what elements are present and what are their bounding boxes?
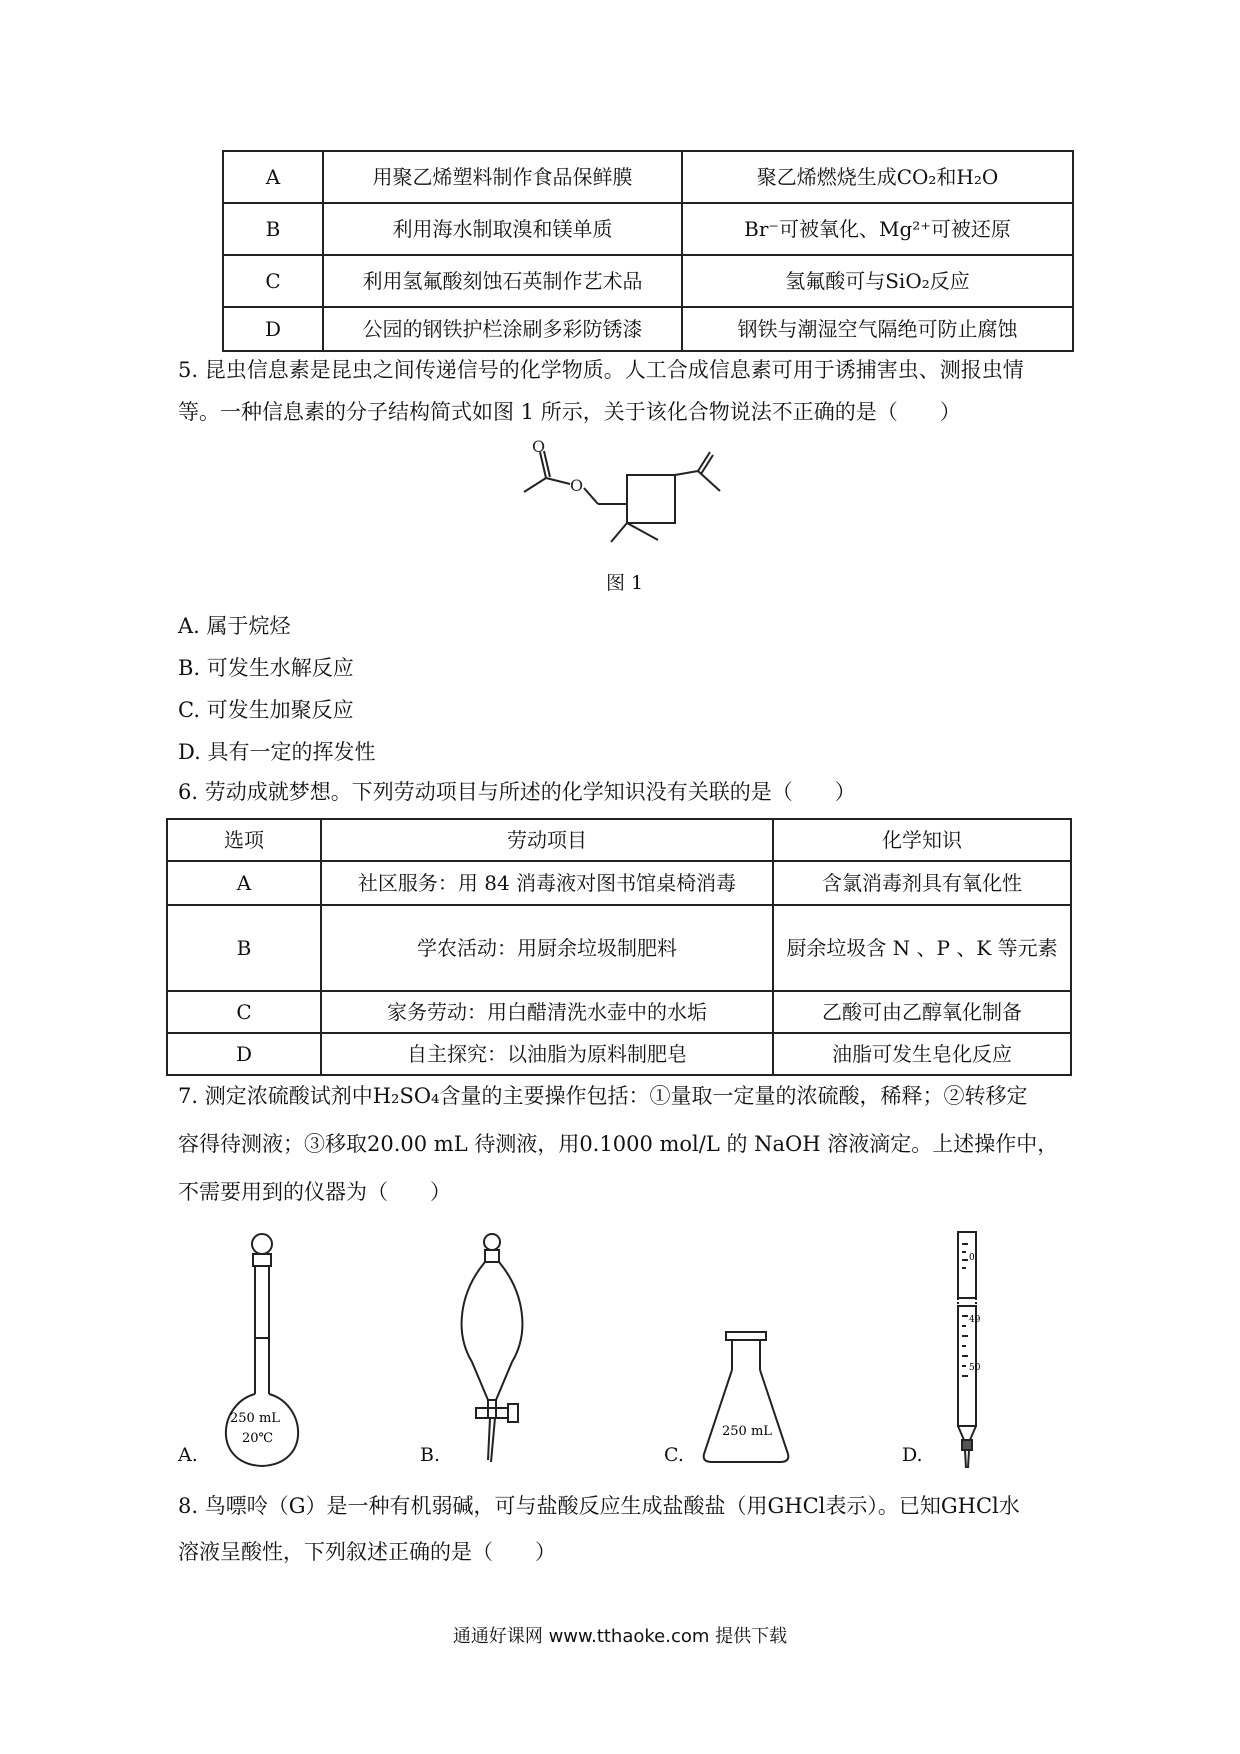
erlenmeyer-flask-icon [698,1330,794,1466]
table-cell: B [167,905,321,991]
volumetric-flask-icon [208,1232,318,1468]
figure-caption: 图 1 [606,572,644,594]
erlenmeyer-volume-label: 250 mL [722,1424,772,1439]
table-header: 选项 [167,819,321,861]
svg-text:O: O [532,438,546,456]
table-cell: 公园的钢铁护栏涂刷多彩防锈漆 [323,307,682,351]
table-cell: C [223,255,323,307]
table-cell: 氢氟酸可与SiO₂反应 [682,255,1073,307]
option-label-a: A. [178,1444,198,1466]
flask-volume-label: 250 mL [230,1411,280,1426]
table-cell: 利用海水制取溴和镁单质 [323,203,682,255]
q5-option-d: D. 具有一定的挥发性 [178,740,376,764]
table-cell: 利用氢氟酸刻蚀石英制作艺术品 [323,255,682,307]
table-cell: 学农活动：用厨余垃圾制肥料 [321,905,773,991]
flask-temp-label: 20℃ [242,1431,274,1446]
burette-mark-49: 49 [969,1315,981,1325]
table-cell: D [223,307,323,351]
burette-mark-0: 0 [969,1253,975,1263]
table-cell: 自主探究：以油脂为原料制肥皂 [321,1033,773,1075]
q5-stem-line2: 等。一种信息素的分子结构简式如图 1 所示，关于该化合物说法不正确的是（ ） [178,400,961,424]
svg-text:O: O [570,476,584,495]
table-cell: Br⁻可被氧化、Mg²⁺可被还原 [682,203,1073,255]
burette-mark-50: 50 [969,1363,981,1373]
q7-stem-line2: 容得待测液；③移取20.00 mL 待测液，用0.1000 mol/L 的 NaOH 溶液滴定。上述操作中， [178,1132,1059,1156]
table-header: 劳动项目 [321,819,773,861]
q5-option-b: B. 可发生水解反应 [178,656,354,680]
q8-stem-line2: 溶液呈酸性，下列叙述正确的是（ ） [178,1540,556,1564]
separatory-funnel-icon [452,1232,532,1468]
q5-option-c: C. 可发生加聚反应 [178,698,354,722]
labor-table [166,818,1072,1076]
table-cell: 油脂可发生皂化反应 [773,1033,1071,1075]
table-cell: C [167,991,321,1033]
q5-stem-line1: 5. 昆虫信息素是昆虫之间传递信号的化学物质。人工合成信息素可用于诱捕害虫、测报虫情 [178,358,1024,382]
table-cell: 家务劳动：用白醋清洗水壶中的水垢 [321,991,773,1033]
footer-source: 通通好课网 www.tthaoke.com 提供下载 [452,1626,788,1647]
table-cell: B [223,203,323,255]
option-label-d: D. [902,1444,923,1466]
table-cell: 含氯消毒剂具有氧化性 [773,861,1071,905]
table-cell: 用聚乙烯塑料制作食品保鲜膜 [323,151,682,203]
table-header: 化学知识 [773,819,1071,861]
option-label-b: B. [420,1444,441,1466]
q6-stem: 6. 劳动成就梦想。下列劳动项目与所述的化学知识没有关联的是（ ） [178,780,856,804]
burette-icon [944,1230,994,1470]
molecule-structure [510,438,730,558]
table-cell: 社区服务：用 84 消毒液对图书馆桌椅消毒 [321,861,773,905]
table-cell: 聚乙烯燃烧生成CO₂和H₂O [682,151,1073,203]
table-cell: A [223,151,323,203]
q7-stem-line1: 7. 测定浓硫酸试剂中H₂SO₄含量的主要操作包括：①量取一定量的浓硫酸，稀释；②转移定 [178,1084,1028,1108]
table-cell: 乙酸可由乙醇氧化制备 [773,991,1071,1033]
top-table [222,150,1074,352]
table-cell: 钢铁与潮湿空气隔绝可防止腐蚀 [682,307,1073,351]
table-cell: A [167,861,321,905]
q8-stem-line1: 8. 鸟嘌呤（G）是一种有机弱碱，可与盐酸反应生成盐酸盐（用GHCl表示）。已知GHCl水 [178,1494,1020,1518]
q7-stem-line3: 不需要用到的仪器为（ ） [178,1180,451,1204]
table-cell: 厨余垃圾含 N 、P 、K 等元素 [773,905,1071,991]
table-cell: D [167,1033,321,1075]
q5-option-a: A. 属于烷烃 [178,614,291,638]
option-label-c: C. [664,1444,684,1466]
